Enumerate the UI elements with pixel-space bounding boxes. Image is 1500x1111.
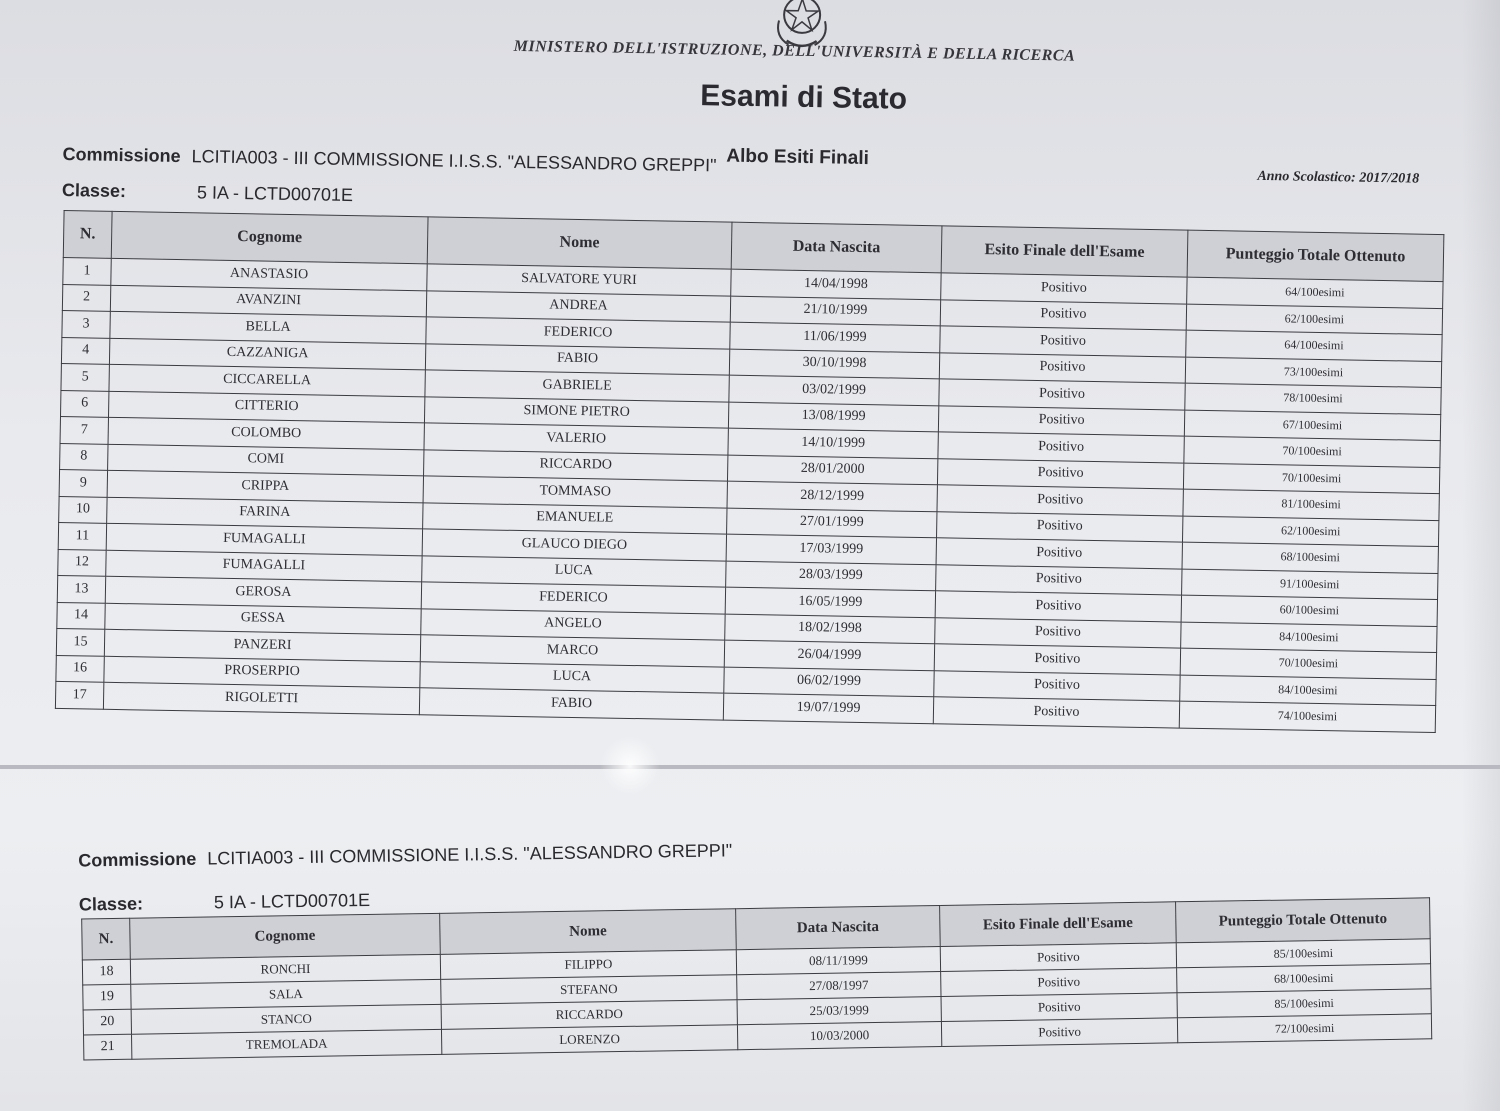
cognome-cell: RIGOLETTI xyxy=(103,682,419,714)
nome-cell: FILIPPO xyxy=(440,950,736,980)
cognome-cell: FUMAGALLI xyxy=(106,523,422,555)
commission-line-2 xyxy=(78,840,732,871)
column-header: N. xyxy=(63,211,112,259)
nome-cell: RICCARDO xyxy=(424,449,728,481)
school-year: Anno Scolastico: 2017/2018 xyxy=(1257,168,1420,187)
cognome-cell: AVANZINI xyxy=(110,285,426,317)
classe-label: Classe: xyxy=(61,179,127,202)
esito-cell: Positivo xyxy=(936,538,1182,569)
row-number: 16 xyxy=(56,655,104,682)
commission-label-2: Commissione xyxy=(78,848,197,871)
birth-date-cell: 16/05/1999 xyxy=(725,587,935,617)
esito-cell: Positivo xyxy=(941,1018,1177,1047)
esito-cell: Positivo xyxy=(937,458,1183,489)
score-cell: 62/100esimi xyxy=(1182,516,1438,547)
esito-cell: Positivo xyxy=(938,432,1184,463)
cognome-cell: FARINA xyxy=(107,497,423,529)
nome-cell: FABIO xyxy=(425,343,729,375)
score-cell: 62/100esimi xyxy=(1186,304,1442,335)
esito-cell: Positivo xyxy=(934,644,1180,675)
birth-date-cell: 06/02/1999 xyxy=(724,667,934,697)
esito-cell: Positivo xyxy=(935,617,1181,648)
results-table-page-1 xyxy=(55,210,1444,733)
cognome-cell: CAZZANIGA xyxy=(109,338,425,370)
score-cell: 85/100esimi xyxy=(1177,989,1431,1018)
birth-date-cell: 26/04/1999 xyxy=(724,640,934,670)
birth-date-cell: 27/08/1997 xyxy=(737,972,941,1000)
nome-cell: ANDREA xyxy=(426,290,730,322)
cognome-cell: STANCO xyxy=(131,1004,441,1034)
light-glare xyxy=(600,736,660,796)
cognome-cell: COLOMBO xyxy=(108,417,424,449)
score-cell: 70/100esimi xyxy=(1184,436,1440,467)
cognome-cell: GESSA xyxy=(105,603,421,635)
nome-cell: GABRIELE xyxy=(425,370,729,402)
nome-cell: TOMMASO xyxy=(423,476,727,508)
esito-cell: Positivo xyxy=(940,299,1186,330)
row-number: 15 xyxy=(56,628,104,655)
cognome-cell: CRIPPA xyxy=(107,470,423,502)
commission-line xyxy=(62,144,716,176)
commission-label: Commissione xyxy=(62,143,181,167)
score-cell: 68/100esimi xyxy=(1182,542,1438,573)
nome-cell: ANGELO xyxy=(421,608,725,640)
results-table-page-2 xyxy=(81,897,1432,1060)
esito-cell: Positivo xyxy=(934,670,1180,701)
cognome-cell: BELLA xyxy=(110,311,426,343)
row-number: 21 xyxy=(84,1034,132,1060)
column-header: Esito Finale dell'Esame xyxy=(940,902,1177,947)
nome-cell: FABIO xyxy=(419,688,723,720)
classe-line-2 xyxy=(78,889,371,916)
esito-cell: Positivo xyxy=(937,511,1183,542)
cognome-cell: COMI xyxy=(108,444,424,476)
row-number: 3 xyxy=(62,310,110,337)
score-cell: 84/100esimi xyxy=(1181,622,1437,653)
column-header: Nome xyxy=(427,217,732,269)
column-header: Esito Finale dell'Esame xyxy=(941,226,1188,277)
birth-date-cell: 18/02/1998 xyxy=(725,614,935,644)
cognome-cell: PROSERPIO xyxy=(104,656,420,688)
score-cell: 60/100esimi xyxy=(1181,595,1437,626)
birth-date-cell: 28/03/1999 xyxy=(726,561,936,591)
row-number: 6 xyxy=(61,390,109,417)
esito-cell: Positivo xyxy=(939,352,1185,383)
row-number: 5 xyxy=(61,363,109,390)
sheet-page-2 xyxy=(0,808,1500,1111)
commission-value: LCITIA003 - III COMMISSIONE I.I.S.S. "ALESSANDRO GREPPI" xyxy=(191,146,717,176)
birth-date-cell: 28/12/1999 xyxy=(727,481,937,511)
esito-cell: Positivo xyxy=(935,591,1181,622)
birth-date-cell: 14/10/1999 xyxy=(728,428,938,458)
page-fold xyxy=(0,765,1500,769)
column-header: Cognome xyxy=(111,211,428,264)
nome-cell: LUCA xyxy=(422,555,726,587)
birth-date-cell: 19/07/1999 xyxy=(723,693,933,723)
nome-cell: GLAUCO DIEGO xyxy=(422,529,726,561)
row-number: 13 xyxy=(57,575,105,602)
column-header: Data Nascita xyxy=(736,906,941,950)
column-header: Cognome xyxy=(130,913,441,959)
score-cell: 72/100esimi xyxy=(1177,1014,1431,1043)
score-cell: 64/100esimi xyxy=(1186,330,1442,361)
row-number: 20 xyxy=(83,1009,131,1035)
row-number: 2 xyxy=(62,284,110,311)
column-header: Punteggio Totale Ottenuto xyxy=(1187,230,1444,281)
esito-cell: Positivo xyxy=(939,379,1185,410)
row-number: 4 xyxy=(61,337,109,364)
nome-cell: LUCA xyxy=(420,661,724,693)
nome-cell: SALVATORE YURI xyxy=(427,264,731,296)
esito-cell: Positivo xyxy=(936,564,1182,595)
score-cell: 84/100esimi xyxy=(1180,675,1436,706)
column-header: Nome xyxy=(440,909,737,955)
birth-date-cell: 17/03/1999 xyxy=(726,534,936,564)
nome-cell: EMANUELE xyxy=(423,502,727,534)
score-cell: 81/100esimi xyxy=(1183,489,1439,520)
nome-cell: STEFANO xyxy=(441,975,737,1005)
row-number: 8 xyxy=(60,443,108,470)
esito-cell: Positivo xyxy=(940,943,1176,972)
column-header: Data Nascita xyxy=(731,222,942,273)
score-cell: 74/100esimi xyxy=(1179,701,1435,732)
cognome-cell: GEROSA xyxy=(105,576,421,608)
row-number: 17 xyxy=(55,681,103,708)
score-cell: 64/100esimi xyxy=(1187,277,1443,308)
ministry-heading: MINISTERO DELL'ISTRUZIONE, DELL'UNIVERSITÀ E DELLA RICERCA xyxy=(513,37,1076,65)
birth-date-cell: 28/01/2000 xyxy=(727,455,937,485)
row-number: 11 xyxy=(58,522,106,549)
birth-date-cell: 21/10/1999 xyxy=(730,296,940,326)
page-title: Esami di Stato xyxy=(700,79,908,116)
esito-cell: Positivo xyxy=(937,485,1183,516)
score-cell: 70/100esimi xyxy=(1180,648,1436,679)
score-cell: 85/100esimi xyxy=(1176,939,1430,968)
nome-cell: LORENZO xyxy=(441,1025,737,1055)
birth-date-cell: 11/06/1999 xyxy=(730,322,940,352)
row-number: 19 xyxy=(83,984,131,1010)
nome-cell: FEDERICO xyxy=(426,317,730,349)
classe-line xyxy=(61,179,354,206)
cognome-cell: FUMAGALLI xyxy=(106,550,422,582)
row-number: 10 xyxy=(59,496,107,523)
commission-value-2: LCITIA003 - III COMMISSIONE I.I.S.S. "ALESSANDRO GREPPI" xyxy=(207,840,733,869)
cognome-cell: PANZERI xyxy=(104,629,420,661)
nome-cell: RICCARDO xyxy=(441,1000,737,1030)
cognome-cell: CITTERIO xyxy=(108,391,424,423)
esito-cell: Positivo xyxy=(941,968,1177,997)
birth-date-cell: 14/04/1998 xyxy=(731,269,941,299)
nome-cell: VALERIO xyxy=(424,423,728,455)
birth-date-cell: 25/03/1999 xyxy=(737,997,941,1025)
birth-date-cell: 10/03/2000 xyxy=(737,1022,941,1050)
score-cell: 91/100esimi xyxy=(1182,569,1438,600)
score-cell: 70/100esimi xyxy=(1183,463,1439,494)
column-header: Punteggio Totale Ottenuto xyxy=(1176,898,1431,943)
birth-date-cell: 03/02/1999 xyxy=(729,375,939,405)
row-number: 18 xyxy=(82,959,130,985)
birth-date-cell: 13/08/1999 xyxy=(728,402,938,432)
cognome-cell: SALA xyxy=(131,979,441,1009)
row-number: 7 xyxy=(60,416,108,443)
birth-date-cell: 30/10/1998 xyxy=(729,349,939,379)
classe-value-2: 5 IA - LCTD00701E xyxy=(213,889,371,913)
row-number: 9 xyxy=(59,469,107,496)
score-cell: 67/100esimi xyxy=(1184,410,1440,441)
cognome-cell: ANASTASIO xyxy=(111,258,427,290)
esito-cell: Positivo xyxy=(940,326,1186,357)
column-header: N. xyxy=(82,918,131,960)
esito-cell: Positivo xyxy=(941,273,1187,304)
esito-cell: Positivo xyxy=(941,993,1177,1022)
cognome-cell: TREMOLADA xyxy=(132,1029,442,1059)
score-cell: 73/100esimi xyxy=(1185,357,1441,388)
cognome-cell: CICCARELLA xyxy=(109,364,425,396)
esito-cell: Positivo xyxy=(933,697,1179,728)
classe-value: 5 IA - LCTD00701E xyxy=(196,182,354,206)
nome-cell: MARCO xyxy=(420,635,724,667)
birth-date-cell: 08/11/1999 xyxy=(736,947,940,975)
birth-date-cell: 27/01/1999 xyxy=(727,508,937,538)
row-number: 14 xyxy=(57,602,105,629)
nome-cell: FEDERICO xyxy=(421,582,725,614)
cognome-cell: RONCHI xyxy=(130,954,440,984)
row-number: 12 xyxy=(58,549,106,576)
albo-subtitle: Albo Esiti Finali xyxy=(726,145,870,170)
classe-label-2: Classe: xyxy=(78,893,144,915)
score-cell: 68/100esimi xyxy=(1177,964,1431,993)
score-cell: 78/100esimi xyxy=(1185,383,1441,414)
esito-cell: Positivo xyxy=(938,405,1184,436)
row-number: 1 xyxy=(63,258,111,285)
nome-cell: SIMONE PIETRO xyxy=(424,396,728,428)
